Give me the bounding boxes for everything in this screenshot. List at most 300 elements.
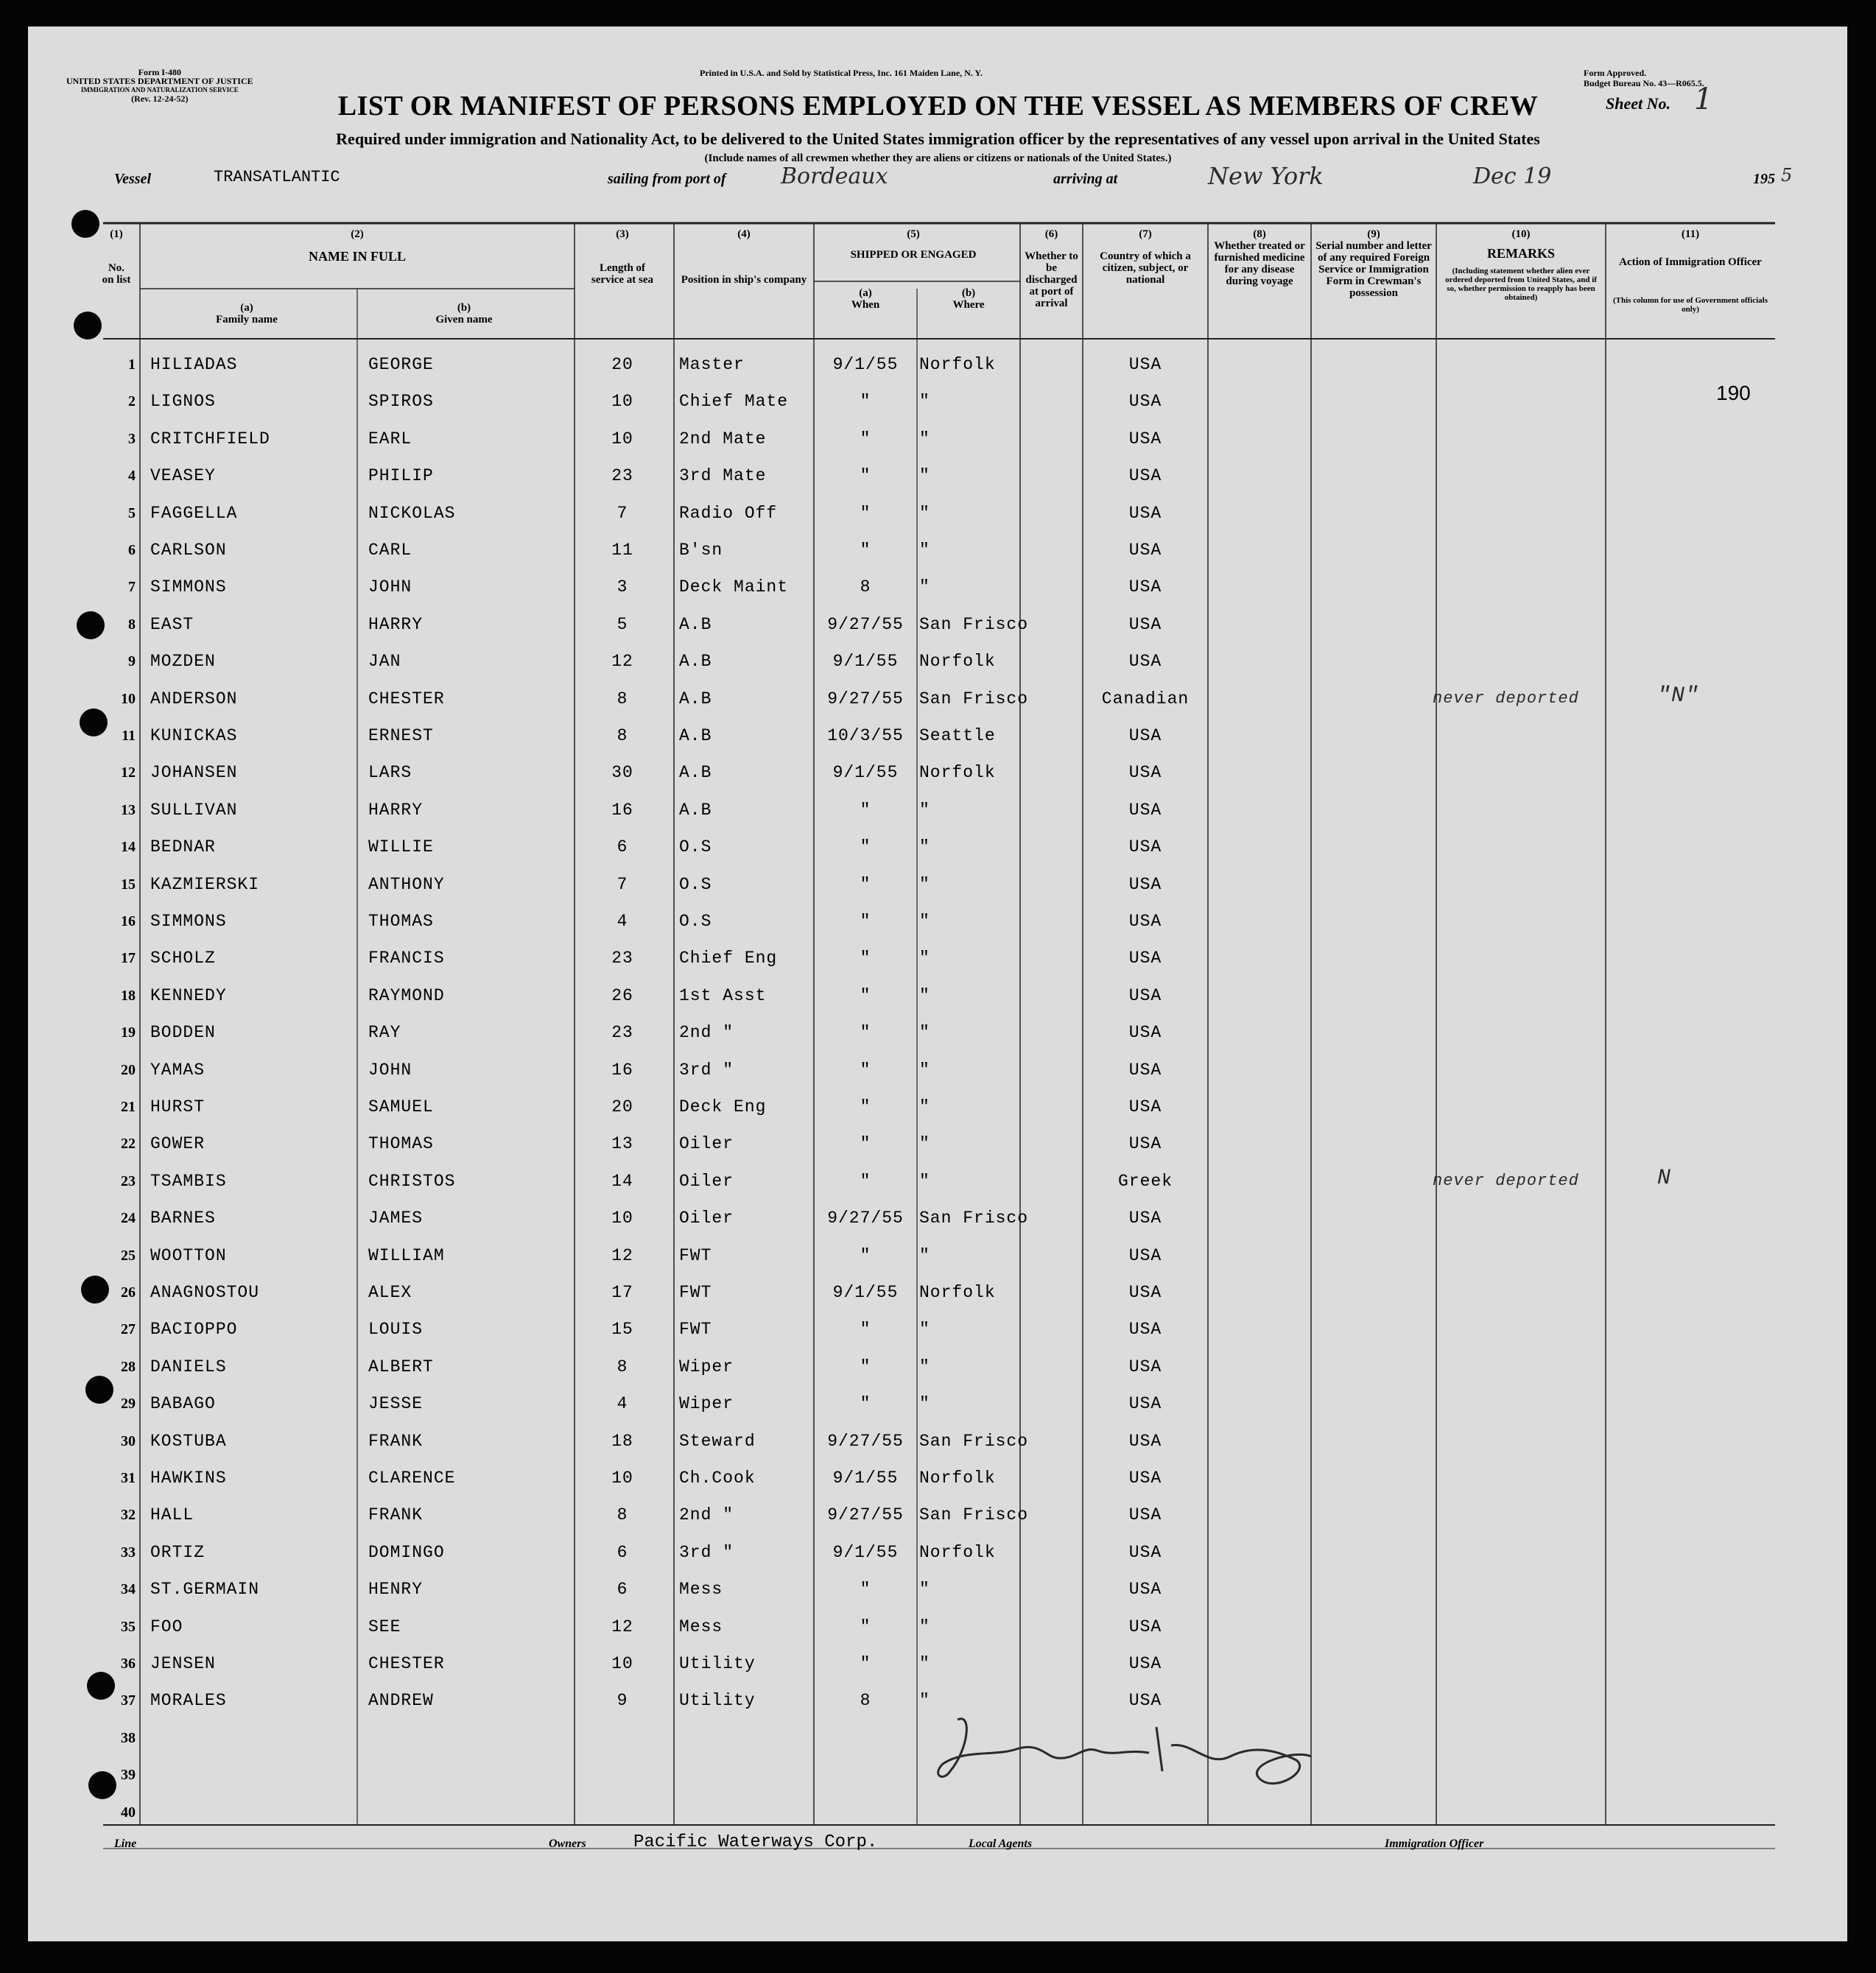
country-cell: Greek [1117,1171,1173,1191]
service-length-cell: 6 [616,837,628,857]
table-row [0,502,1876,529]
given-name-cell: CHESTER [368,689,445,708]
given-name-cell: JESSE [368,1394,424,1414]
shipped-when-cell: " [860,912,871,931]
col2-label: NAME IN FULL [308,249,406,264]
table-row [0,1801,1876,1828]
country-cell: USA [1128,1097,1162,1116]
shipped-when-cell: " [860,429,871,449]
punch-hole [77,611,105,639]
col11-num: (11) [1681,228,1700,240]
position-cell: 2nd " [679,1023,734,1043]
arriving-label: arriving at [1053,171,1118,187]
position-cell: Deck Eng [679,1097,767,1116]
row-number: 39 [121,1767,136,1784]
given-name-cell: JOHN [368,1060,412,1080]
shipped-when-cell: " [860,985,871,1005]
row-number: 1 [128,356,136,373]
table-row [0,1245,1876,1271]
given-name-cell: GEORGE [368,355,434,374]
year-value: 5 [1781,165,1793,186]
service-length-cell: 15 [611,1320,633,1340]
col5-num: (5) [907,228,920,240]
row-number: 16 [121,913,136,929]
form-approved: Form Approved. [1584,68,1647,78]
family-name-cell: ST.GERMAIN [150,1580,260,1600]
position-cell: Utility [679,1654,756,1673]
family-name-cell: YAMAS [150,1060,205,1080]
given-name-cell: WILLIE [368,837,434,857]
table-row [0,1133,1876,1159]
punch-hole [87,1672,115,1700]
shipped-where-cell: " [919,1320,930,1340]
table-row [0,354,1876,380]
col5b-label: Where [952,299,985,311]
col10-num: (10) [1511,228,1531,240]
table-row [0,873,1876,900]
service-length-cell: 10 [611,1469,633,1488]
col10-label: REMARKS [1486,246,1555,261]
service-length-cell: 14 [611,1171,633,1191]
service-length-cell: 6 [616,1580,628,1600]
row-number: 33 [121,1544,136,1561]
shipped-where-cell: " [919,1245,930,1265]
position-cell: Deck Maint [679,577,789,597]
family-name-cell: FOO [150,1617,183,1636]
footer-owners-value: Pacific Waterways Corp. [633,1832,878,1852]
table-row [0,725,1876,751]
position-cell: O.S [679,912,712,931]
family-name-cell: BACIOPPO [150,1320,238,1340]
service-length-cell: 30 [611,763,633,783]
family-name-cell: KAZMIERSKI [150,874,260,894]
col3-label: Length of service at sea [591,262,654,286]
row-number: 13 [121,801,136,818]
given-name-cell: ALBERT [368,1357,434,1376]
service-length-cell: 16 [611,1060,633,1080]
table-row [0,390,1876,417]
shipped-where-cell: Norfolk [919,652,996,672]
shipped-when-cell: " [860,392,871,412]
shipped-where-cell: Norfolk [919,763,996,783]
shipped-when-cell: 9/27/55 [827,614,904,634]
shipped-where-cell: San Frisco [919,689,1029,708]
sheet-number-value: 1 [1694,82,1713,116]
row-number: 3 [128,430,136,447]
table-row [0,1430,1876,1457]
country-cell: USA [1128,1023,1162,1043]
shipped-where-cell: " [919,874,930,894]
col4-label: Position in ship's company [681,274,807,286]
country-cell: USA [1128,1134,1162,1154]
country-cell: USA [1128,429,1162,449]
service-length-cell: 9 [616,1691,628,1711]
shipped-when-cell: 9/1/55 [832,652,899,672]
position-cell: B'sn [679,541,723,560]
given-name-cell: CHRISTOS [368,1171,456,1191]
service-length-cell: 11 [611,541,633,560]
row-number: 38 [121,1729,136,1746]
position-cell: Steward [679,1431,756,1451]
shipped-where-cell: " [919,1171,930,1191]
country-cell: USA [1128,614,1162,634]
col7-num: (7) [1139,228,1152,240]
table-row [0,1541,1876,1568]
country-cell: USA [1128,577,1162,597]
col5a-label: When [851,299,880,311]
family-name-cell: CARLSON [150,541,227,560]
row-number: 9 [128,653,136,670]
shipped-when-cell: " [860,837,871,857]
shipped-when-cell: 9/27/55 [827,1209,904,1228]
footer-line-label: Line [114,1837,137,1850]
service-length-cell: 18 [611,1431,633,1451]
shipped-where-cell: Seattle [919,726,996,745]
page-stamp-number: 190 [1716,381,1751,404]
country-cell: USA [1128,541,1162,560]
service-length-cell: 10 [611,429,633,449]
shipped-where-cell: " [919,1394,930,1414]
country-cell: USA [1128,1505,1162,1525]
position-cell: A.B [679,652,712,672]
country-cell: USA [1128,1431,1162,1451]
department-name: UNITED STATES DEPARTMENT OF JUSTICE [66,76,253,86]
col10-note: (Including statement whether alien ever ordered deported from United States, and if so, whether permission to reapply has been obtained) [1445,267,1597,302]
country-cell: USA [1128,1469,1162,1488]
position-cell: Master [679,355,745,374]
position-cell: Ch.Cook [679,1469,756,1488]
footer-owners-label: Owners [549,1837,586,1850]
family-name-cell: MOZDEN [150,652,216,672]
row-number: 34 [121,1581,136,1598]
shipped-when-cell: " [860,541,871,560]
given-name-cell: JAN [368,652,401,672]
family-name-cell: KENNEDY [150,985,227,1005]
country-cell: USA [1128,1654,1162,1673]
country-cell: USA [1128,392,1162,412]
col11-note: (This column for use of Government officials only) [1613,296,1768,314]
row-number: 32 [121,1507,136,1524]
country-cell: USA [1128,1320,1162,1340]
master-signature [928,1705,1399,1801]
punch-hole [81,1276,109,1304]
shipped-when-cell: " [860,503,871,523]
shipped-when-cell: " [860,949,871,968]
row-number: 8 [128,616,136,633]
shipped-where-cell: Norfolk [919,1469,996,1488]
table-row [0,539,1876,566]
service-length-cell: 12 [611,652,633,672]
table-row [0,1467,1876,1494]
service-length-cell: 4 [616,912,628,931]
family-name-cell: WOOTTON [150,1245,227,1265]
col5-label: SHIPPED OR ENGAGED [850,249,977,261]
col2a-label: Family name [216,314,278,326]
given-name-cell: SPIROS [368,392,434,412]
col8-num: (8) [1253,228,1266,240]
position-cell: Wiper [679,1357,734,1376]
shipped-when-cell: 9/1/55 [832,1283,899,1302]
sailing-label: sailing from port of [608,171,726,187]
table-row [0,683,1876,714]
given-name-cell: LOUIS [368,1320,424,1340]
service-length-cell: 17 [611,1283,633,1302]
position-cell: Radio Off [679,503,778,523]
shipped-where-cell: " [919,1097,930,1116]
punch-hole [80,708,108,736]
shipped-when-cell: " [860,1134,871,1154]
budget-bureau: Budget Bureau No. 43—R065.5. [1584,78,1704,88]
table-row [0,836,1876,862]
given-name-cell: ANDREW [368,1691,434,1711]
row-number: 27 [121,1321,136,1338]
footer-agents-label: Local Agents [969,1837,1033,1850]
family-name-cell: JOHANSEN [150,763,238,783]
position-cell: Chief Mate [679,392,789,412]
country-cell: USA [1128,1209,1162,1228]
shipped-where-cell: " [919,577,930,597]
family-name-cell: MORALES [150,1691,227,1711]
table-row [0,762,1876,788]
given-name-cell: FRANK [368,1505,424,1525]
country-cell: USA [1128,949,1162,968]
officer-action-cell: "N" [1657,683,1700,708]
country-cell: USA [1128,912,1162,931]
col1-num: (1) [110,228,123,240]
shipped-when-cell: " [860,1171,871,1191]
family-name-cell: KUNICKAS [150,726,238,745]
col6-num: (6) [1044,228,1058,240]
table-row [0,1318,1876,1345]
position-cell: A.B [679,800,712,820]
position-cell: Chief Eng [679,949,778,968]
shipped-when-cell: " [860,1097,871,1116]
shipped-when-cell: " [860,1617,871,1636]
service-length-cell: 10 [611,1209,633,1228]
shipped-where-cell: " [919,541,930,560]
position-cell: 3rd Mate [679,466,767,486]
service-length-cell: 12 [611,1245,633,1265]
row-number: 20 [121,1061,136,1078]
given-name-cell: ANTHONY [368,874,445,894]
position-cell: FWT [679,1283,712,1302]
row-number: 5 [128,504,136,521]
col8-label: Whether treated or furnished medicine for any disease during voyage [1214,240,1305,287]
family-name-cell: CRITCHFIELD [150,429,270,449]
col7-label: Country of which a citizen, subject, or national [1100,250,1191,286]
family-name-cell: SCHOLZ [150,949,216,968]
remarks-cell: never deported [1433,1171,1579,1190]
shipped-when-cell: " [860,1394,871,1414]
table-row [0,1393,1876,1419]
family-name-cell: HAWKINS [150,1469,227,1488]
family-name-cell: EAST [150,614,194,634]
remarks-cell: never deported [1433,689,1579,708]
given-name-cell: THOMAS [368,912,434,931]
position-cell: 2nd " [679,1505,734,1525]
shipped-when-cell: 9/1/55 [832,763,899,783]
service-length-cell: 13 [611,1134,633,1154]
col9-num: (9) [1367,228,1380,240]
col2b-label: Given name [435,314,493,326]
given-name-cell: CLARENCE [368,1469,456,1488]
form-revision: (Rev. 12-24-52) [131,94,189,104]
family-name-cell: DANIELS [150,1357,227,1376]
family-name-cell: BEDNAR [150,837,216,857]
col4-num: (4) [737,228,751,240]
shipped-where-cell: " [919,1691,930,1711]
row-number: 2 [128,393,136,410]
arriving-at-value: New York [1208,162,1324,190]
punch-hole [74,312,102,340]
col9-label: Serial number and letter of any required Foreign Service or Immigration Form in Crewman's possession [1315,240,1432,299]
given-name-cell: WILLIAM [368,1245,445,1265]
table-row [0,465,1876,491]
given-name-cell: HARRY [368,614,424,634]
given-name-cell: EARL [368,429,412,449]
service-length-cell: 3 [616,577,628,597]
table-row [0,1504,1876,1530]
shipped-where-cell: " [919,800,930,820]
punch-hole [88,1771,116,1799]
row-number: 10 [121,690,136,707]
row-number: 23 [121,1172,136,1189]
table-row [0,1021,1876,1048]
service-length-cell: 20 [611,355,633,374]
punch-hole [85,1376,113,1404]
service-length-cell: 23 [611,949,633,968]
position-cell: Mess [679,1580,723,1600]
include-note: (Include names of all crewmen whether they are aliens or citizens or nationals of the United States.) [704,152,1172,164]
row-number: 17 [121,950,136,967]
table-row [0,985,1876,1011]
row-number: 11 [122,728,136,744]
shipped-when-cell: 8 [860,1691,871,1711]
footer-officer-label: Immigration Officer [1385,1837,1484,1850]
shipped-where-cell: " [919,429,930,449]
table-row [0,799,1876,826]
col6-label: Whether to be discharged at port of arrival [1025,250,1078,309]
position-cell: 1st Asst [679,985,767,1005]
shipped-where-cell: " [919,392,930,412]
family-name-cell: HALL [150,1505,194,1525]
row-number: 14 [121,839,136,856]
shipped-where-cell: " [919,1023,930,1043]
given-name-cell: DOMINGO [368,1542,445,1562]
shipped-when-cell: " [860,1580,871,1600]
officer-action-cell: N [1657,1165,1672,1191]
family-name-cell: BODDEN [150,1023,216,1043]
position-cell: A.B [679,726,712,745]
row-number: 25 [121,1247,136,1264]
position-cell: A.B [679,614,712,634]
table-row [0,428,1876,454]
given-name-cell: FRANK [368,1431,424,1451]
col2-num: (2) [351,228,364,240]
position-cell: Oiler [679,1209,734,1228]
service-length-cell: 5 [616,614,628,634]
family-name-cell: ANDERSON [150,689,238,708]
position-cell: FWT [679,1245,712,1265]
shipped-where-cell: " [919,1654,930,1673]
family-name-cell: BABAGO [150,1394,216,1414]
given-name-cell: CHESTER [368,1654,445,1673]
table-row [0,650,1876,677]
vessel-name: TRANSATLANTIC [214,168,340,186]
col3-num: (3) [616,228,629,240]
service-length-cell: 10 [611,1654,633,1673]
sheet-number-label: Sheet No. [1606,94,1671,113]
row-number: 40 [121,1804,136,1821]
table-row [0,1165,1876,1197]
shipped-where-cell: " [919,837,930,857]
given-name-cell: JOHN [368,577,412,597]
service-length-cell: 23 [611,1023,633,1043]
country-cell: USA [1128,1060,1162,1080]
table-row [0,1096,1876,1122]
position-cell: A.B [679,763,712,783]
family-name-cell: BARNES [150,1209,216,1228]
row-number: 29 [121,1396,136,1413]
shipped-where-cell: " [919,466,930,486]
service-length-cell: 16 [611,800,633,820]
row-number: 26 [121,1284,136,1301]
position-cell: 2nd Mate [679,429,767,449]
country-cell: USA [1128,874,1162,894]
family-name-cell: SIMMONS [150,912,227,931]
family-name-cell: LIGNOS [150,392,216,412]
col1-label: No. on list [102,262,131,286]
row-number: 7 [128,579,136,596]
table-row [0,947,1876,974]
country-cell: USA [1128,1283,1162,1302]
table-row [0,1059,1876,1086]
family-name-cell: TSAMBIS [150,1171,227,1191]
shipped-when-cell: " [860,1357,871,1376]
family-name-cell: HURST [150,1097,205,1116]
shipped-when-cell: 9/27/55 [827,1505,904,1525]
shipped-when-cell: " [860,1654,871,1673]
family-name-cell: SULLIVAN [150,800,238,820]
shipped-where-cell: San Frisco [919,1505,1029,1525]
given-name-cell: RAYMOND [368,985,445,1005]
shipped-where-cell: " [919,1357,930,1376]
country-cell: USA [1128,1580,1162,1600]
row-number: 37 [121,1692,136,1709]
form-number: Form I-480 [138,67,181,77]
position-cell: A.B [679,689,712,708]
shipped-when-cell: " [860,1023,871,1043]
row-number: 35 [121,1618,136,1635]
row-number: 24 [121,1210,136,1227]
given-name-cell: THOMAS [368,1134,434,1154]
shipped-where-cell: " [919,949,930,968]
given-name-cell: LARS [368,763,412,783]
given-name-cell: RAY [368,1023,401,1043]
shipped-when-cell: 8 [860,577,871,597]
row-number: 6 [128,542,136,558]
service-length-cell: 20 [611,1097,633,1116]
service-length-cell: 7 [616,874,628,894]
vessel-label: Vessel [114,171,151,187]
table-row [0,1616,1876,1642]
row-number: 15 [121,876,136,893]
table-row [0,613,1876,640]
service-length-cell: 8 [616,1357,628,1376]
country-cell: USA [1128,466,1162,486]
table-row [0,1207,1876,1234]
row-number: 18 [121,987,136,1004]
